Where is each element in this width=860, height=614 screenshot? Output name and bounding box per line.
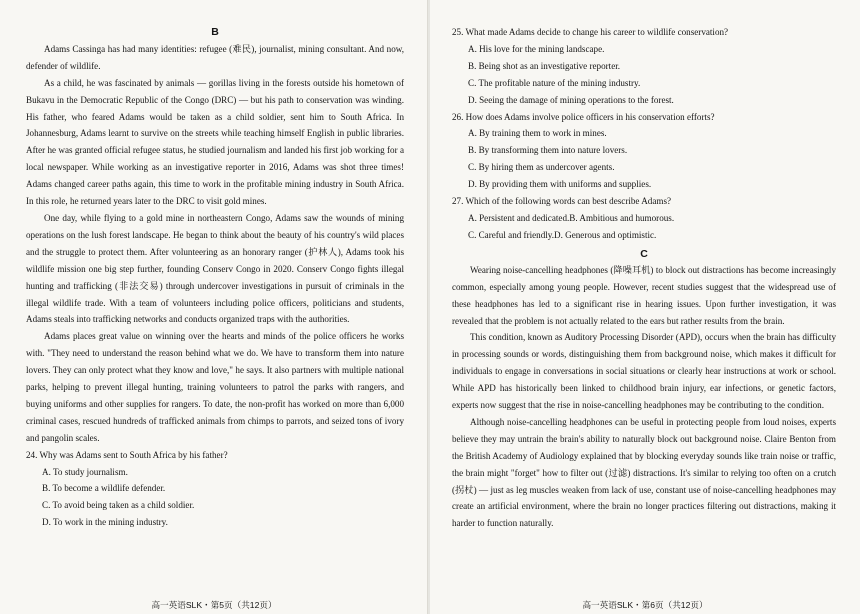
- passage-c-paragraph-1: Wearing noise-cancelling headphones (降噪耳机) to block out distractions has become increasingly common, especially among young people. However, recent studies suggest that the widespread use of these headphones has led to a significant rise in hearing issues. Upon further investigation, it was revealed that the problem is not actually related to the ears but rather results from the brain.: [452, 264, 836, 326]
- right-column: [452, 24, 836, 532]
- section-b-label: B: [211, 26, 219, 38]
- question-27-options-row-1: [452, 210, 836, 227]
- question-27-option-b: B. Ambitious and humorous.: [569, 212, 675, 223]
- left-column: [26, 24, 404, 531]
- question-24-option-a: A. To study journalism.: [42, 466, 128, 477]
- question-27-option-d: D. Generous and optimistic.: [554, 229, 657, 240]
- left-page-footer: 高一英语SLK・第5页（共12页）: [151, 600, 277, 610]
- question-24-option-d: D. To work in the mining industry.: [42, 517, 168, 528]
- question-24-option-c: C. To avoid being taken as a child soldier.: [42, 500, 195, 511]
- right-page: [430, 0, 860, 614]
- question-24-stem: 24. Why was Adams sent to South Africa by his father?: [26, 449, 228, 460]
- question-26-option-d: D. By providing them with uniforms and supplies.: [468, 179, 652, 190]
- question-27-stem: 27. Which of the following words can best describe Adams?: [452, 196, 672, 207]
- passage-c-paragraph-2: This condition, known as Auditory Processing Disorder (APD), occurs when the brain has difficulty in processing sounds or words, distinguishing them from background noise, which makes it difficult for individuals to engage in conversations in social situations or clearly hear instructions at work or school. While APD has historically been linked to childhood brain injury, ear infections, or genetic factors, experts now suggest that the rise in noise-cancelling headphones may be contributing to the condition.: [452, 332, 836, 411]
- question-26-option-a: A. By training them to work in mines.: [468, 128, 607, 139]
- question-25-option-b: B. Being shot as an investigative reporter.: [468, 60, 621, 71]
- question-25-option-d: D. Seeing the damage of mining operations to the forest.: [468, 94, 674, 105]
- passage-c-paragraph-3: Although noise-cancelling headphones can be useful in protecting people from loud noises, experts believe they may untrain the brain's ability to naturally block out background noise. Claire Benton from the British Academy of Audiology explained that by blocking everyday sounds like train noise or traffic, the brain might "forget" how to filter out (过滤) distractions. It's similar to relying too often on a crutch (拐杖) — just as leg muscles weaken from lack of use, constant use of noise-cancelling headphones may create an artificial environment, where the brain no longer practices filtering out distractions, making it harder to function naturally.: [452, 416, 836, 529]
- right-page-footer: 高一英语SLK・第6页（共12页）: [582, 600, 708, 610]
- question-25-option-a: A. His love for the mining landscape.: [468, 43, 605, 54]
- question-26-option-c: C. By hiring them as undercover agents.: [468, 162, 615, 173]
- passage-b-paragraph-1: Adams Cassinga has had many identities: refugee (难民), journalist, mining consultant. And now, defender of wildlife.: [26, 43, 404, 71]
- question-27-options-row-2: [452, 227, 836, 244]
- question-24-option-b: B. To become a wildlife defender.: [42, 483, 166, 494]
- question-27-option-c: C. Careful and friendly.: [468, 229, 555, 240]
- question-27-option-a: A. Persistent and dedicated.: [468, 212, 570, 223]
- passage-b-paragraph-2: As a child, he was fascinated by animals — gorillas living in the forests outside his hometown of Bukavu in the Democratic Republic of the Congo (DRC) — but his path to conservation was winding. His father, who feared Adams would be taken as a child soldier, sent him to South Africa. In Johannesburg, Adams learnt to survive on the streets while teaching himself English in public libraries. After he was granted official refugee status, he studied journalism and landed his first job working for a local newspaper. While working as an investigative reporter in 2016, Adams was shot three times! Adams changed career paths again, this time to work in the profitable mining industry in South Africa. In this role, he returned years later to the DRC to visit gold mines.: [26, 77, 404, 207]
- question-26-stem: 26. How does Adams involve police officers in his conservation efforts?: [452, 111, 715, 122]
- question-25-stem: 25. What made Adams decide to change his career to wildlife conservation?: [452, 27, 729, 37]
- section-c-label: C: [640, 247, 648, 260]
- left-page: [0, 0, 428, 614]
- passage-b-paragraph-3: One day, while flying to a gold mine in northeastern Congo, Adams saw the wounds of mining operations on the lush forest landscape. He began to think about the beauty of his country's wild places and the struggle to protect them. After volunteering as an honorary ranger (护林人), Adams took his wildlife mission one big step further, founding Conserv Congo in 2020. Conserv Congo fights illegal hunting and trafficking (非法交易) through undercover investigations in pursuit of criminals in the illegal wildlife trade. With a team of volunteers including police officers, politicians and students, Adams steals into trafficking networks and conducts organized traps with the authorities.: [26, 212, 404, 325]
- passage-b-paragraph-4: Adams places great value on winning over the hearts and minds of the police officers he works with. "They need to understand the reason behind what we do. We have to transform them into nature lovers. They can only protect what they know and love," he says. It also partners with multiple national parks, helping to prevent illegal hunting, training volunteers to patrol the parks with rangers, and buying uniforms and other supplies for rangers. To date, the non-profit has worked on more than 6,000 criminal cases, rescued hundreds of trafficked animals from chimps to parrots, and seized tons of ivory and pangolin scales.: [26, 331, 404, 443]
- question-25-option-c: C. The profitable nature of the mining industry.: [468, 77, 641, 88]
- question-26-option-b: B. By transforming them into nature lovers.: [468, 145, 628, 156]
